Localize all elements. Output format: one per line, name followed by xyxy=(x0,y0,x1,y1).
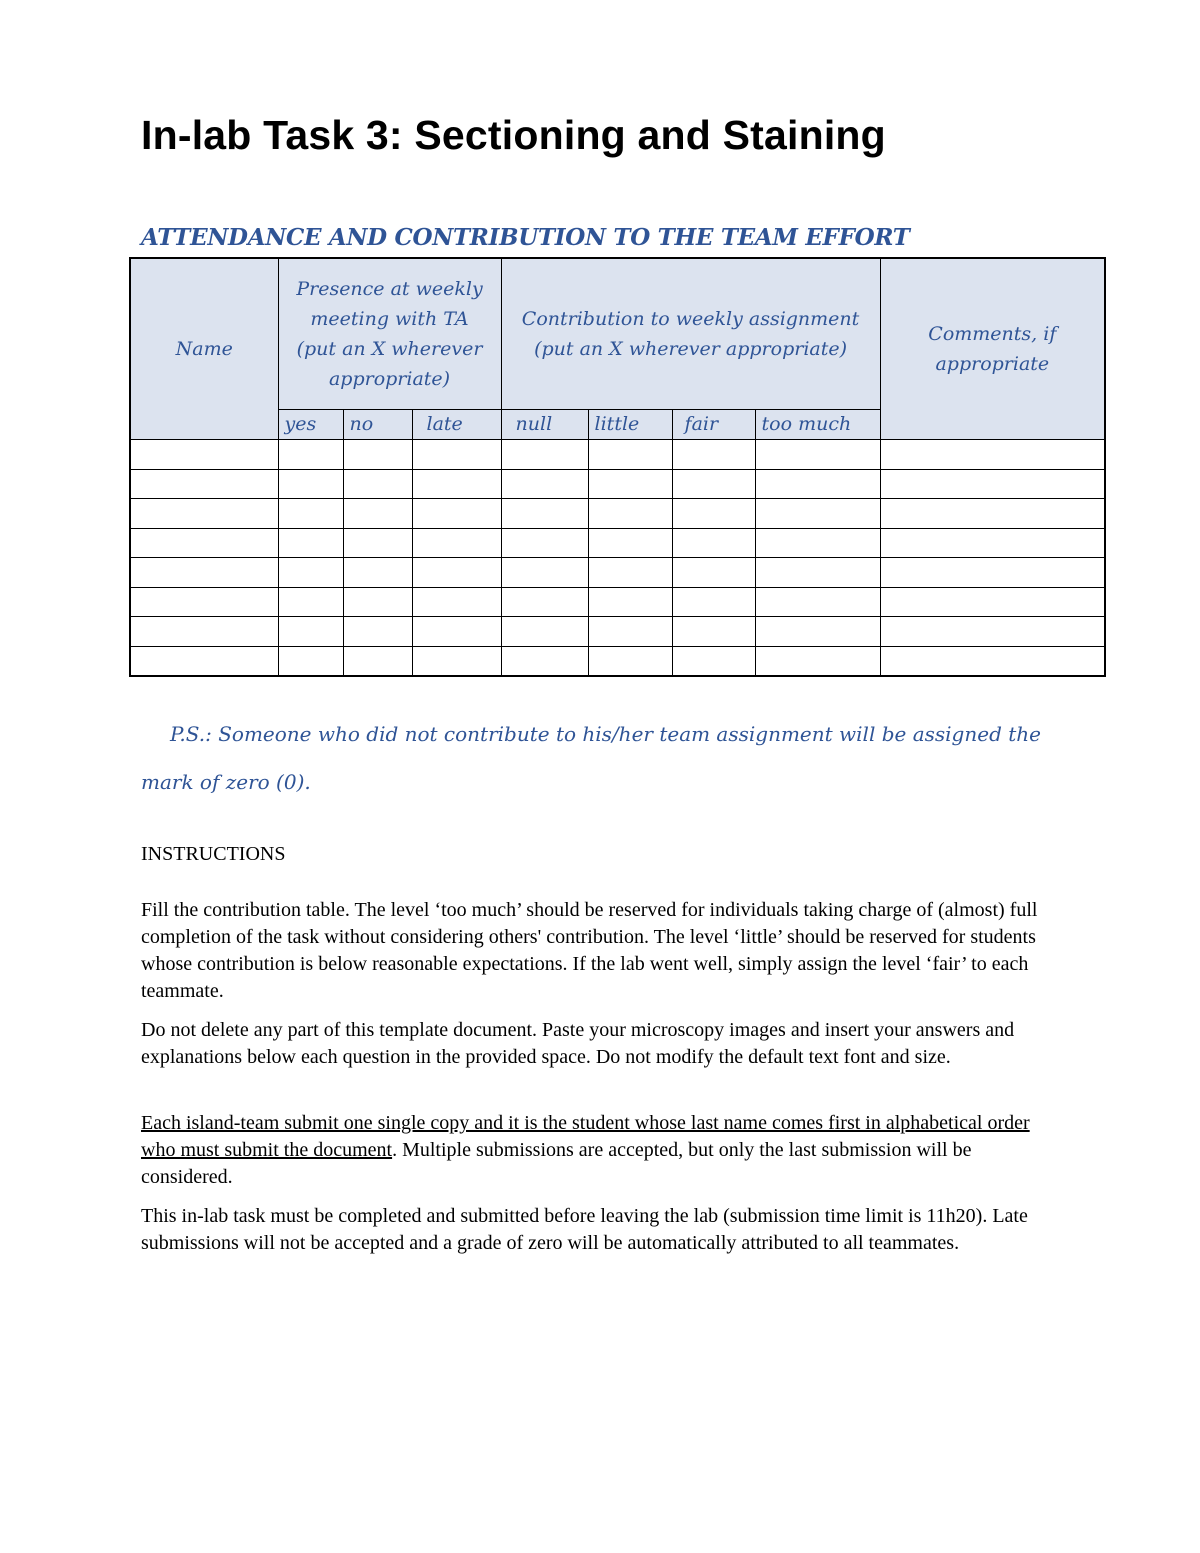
table-cell[interactable] xyxy=(278,646,343,676)
table-row xyxy=(130,646,1105,676)
table-row xyxy=(130,499,1105,529)
table-cell[interactable] xyxy=(755,499,880,529)
table-cell[interactable] xyxy=(755,528,880,558)
table-row xyxy=(130,440,1105,470)
table-cell[interactable] xyxy=(501,646,588,676)
table-row xyxy=(130,558,1105,588)
section-heading: ATTENDANCE AND CONTRIBUTION TO THE TEAM EFFORT xyxy=(141,224,910,251)
contribution-header: Contribution to weekly assignment (put an X wherever appropriate) xyxy=(501,258,880,410)
presence-option-yes: yes xyxy=(278,410,343,440)
table-cell[interactable] xyxy=(278,558,343,588)
table-cell[interactable] xyxy=(880,587,1105,617)
table-cell[interactable] xyxy=(588,499,672,529)
table-cell[interactable] xyxy=(130,617,278,647)
table-cell[interactable] xyxy=(755,440,880,470)
table-cell[interactable] xyxy=(588,617,672,647)
comments-header: Comments, if appropriate xyxy=(880,258,1105,440)
table-cell[interactable] xyxy=(501,469,588,499)
table-cell[interactable] xyxy=(672,587,755,617)
contribution-option-too-much: too much xyxy=(755,410,880,440)
table-cell[interactable] xyxy=(755,617,880,647)
table-cell[interactable] xyxy=(412,440,501,470)
table-cell[interactable] xyxy=(501,558,588,588)
table-cell[interactable] xyxy=(672,469,755,499)
table-cell[interactable] xyxy=(588,558,672,588)
table-cell[interactable] xyxy=(880,558,1105,588)
table-row xyxy=(130,528,1105,558)
presence-option-no: no xyxy=(343,410,412,440)
submission-rule-rest: . Multiple submissions are accepted, but only the last submission will be considered. xyxy=(141,1139,972,1188)
presence-option-late: late xyxy=(412,410,501,440)
table-cell[interactable] xyxy=(672,528,755,558)
table-cell[interactable] xyxy=(880,617,1105,647)
name-header: Name xyxy=(130,258,278,440)
table-cell[interactable] xyxy=(412,499,501,529)
table-cell[interactable] xyxy=(588,469,672,499)
table-cell[interactable] xyxy=(278,440,343,470)
table-cell[interactable] xyxy=(130,646,278,676)
table-cell[interactable] xyxy=(880,440,1105,470)
table-cell[interactable] xyxy=(880,499,1105,529)
table-cell[interactable] xyxy=(412,469,501,499)
table-cell[interactable] xyxy=(278,469,343,499)
table-cell[interactable] xyxy=(501,440,588,470)
table-cell[interactable] xyxy=(130,469,278,499)
table-cell[interactable] xyxy=(588,528,672,558)
table-cell[interactable] xyxy=(672,440,755,470)
instructions-paragraph-3 xyxy=(141,1110,1061,1191)
table-cell[interactable] xyxy=(755,469,880,499)
submission-rule-underlined: Each island-team submit one single copy and it is the student whose last name comes first in alphabetical order who must submit the document xyxy=(141,1112,1030,1161)
table-cell[interactable] xyxy=(278,617,343,647)
table-cell[interactable] xyxy=(755,587,880,617)
ps-note: P.S.: Someone who did not contribute to his/her team assignment will be assigned the mark of zero (0). xyxy=(141,722,1041,794)
table-cell[interactable] xyxy=(343,646,412,676)
table-cell[interactable] xyxy=(412,617,501,647)
table-cell[interactable] xyxy=(880,646,1105,676)
table-cell[interactable] xyxy=(130,499,278,529)
table-cell[interactable] xyxy=(672,499,755,529)
instructions-heading: INSTRUCTIONS xyxy=(141,843,286,865)
table-cell[interactable] xyxy=(343,528,412,558)
presence-header: Presence at weekly meeting with TA (put an X wherever appropriate) xyxy=(278,258,501,410)
table-row xyxy=(130,587,1105,617)
table-cell[interactable] xyxy=(588,587,672,617)
table-row xyxy=(130,617,1105,647)
table-cell[interactable] xyxy=(278,499,343,529)
contribution-option-fair: fair xyxy=(672,410,755,440)
table-cell[interactable] xyxy=(130,528,278,558)
table-cell[interactable] xyxy=(672,646,755,676)
table-cell[interactable] xyxy=(501,617,588,647)
table-cell[interactable] xyxy=(343,587,412,617)
table-cell[interactable] xyxy=(412,587,501,617)
table-cell[interactable] xyxy=(278,528,343,558)
table-cell[interactable] xyxy=(588,440,672,470)
table-cell[interactable] xyxy=(880,528,1105,558)
table-row xyxy=(130,469,1105,499)
table-cell[interactable] xyxy=(755,646,880,676)
table-cell[interactable] xyxy=(278,587,343,617)
table-cell[interactable] xyxy=(130,587,278,617)
table-cell[interactable] xyxy=(412,558,501,588)
table-cell[interactable] xyxy=(343,558,412,588)
table-cell[interactable] xyxy=(343,469,412,499)
table-cell[interactable] xyxy=(672,558,755,588)
instructions-paragraph-1: Fill the contribution table. The level ‘too much’ should be reserved for individuals taking charge of (almost) full completion of the task without considering others' contribution. The level ‘little’ should be reserved for students whose contribution is below reasonable expectations. If the lab went well, simply assign the level ‘fair’ to each teammate. xyxy=(141,899,1038,1002)
table-cell[interactable] xyxy=(343,440,412,470)
table-cell[interactable] xyxy=(672,617,755,647)
table-cell[interactable] xyxy=(501,587,588,617)
table-cell[interactable] xyxy=(343,499,412,529)
table-cell[interactable] xyxy=(501,528,588,558)
table-cell[interactable] xyxy=(412,646,501,676)
table-body xyxy=(130,440,1105,677)
page-title: In-lab Task 3: Sectioning and Staining xyxy=(141,112,886,158)
contribution-option-little: little xyxy=(588,410,672,440)
contribution-table xyxy=(129,257,1106,677)
contribution-option-null: null xyxy=(501,410,588,440)
instructions-paragraph-4: This in-lab task must be completed and submitted before leaving the lab (submission time limit is 11h20). Late submissions will not be accepted and a grade of zero will be automatically attributed to all teammates. xyxy=(141,1205,1028,1254)
table-cell[interactable] xyxy=(130,440,278,470)
table-cell[interactable] xyxy=(412,528,501,558)
table-cell[interactable] xyxy=(755,558,880,588)
instructions-paragraph-2: Do not delete any part of this template document. Paste your microscopy images and insert your answers and explanations below each question in the provided space. Do not modify the default text font and size. xyxy=(141,1019,1015,1068)
table-cell[interactable] xyxy=(130,558,278,588)
table-cell[interactable] xyxy=(880,469,1105,499)
table-cell[interactable] xyxy=(588,646,672,676)
table-cell[interactable] xyxy=(343,617,412,647)
table-cell[interactable] xyxy=(501,499,588,529)
